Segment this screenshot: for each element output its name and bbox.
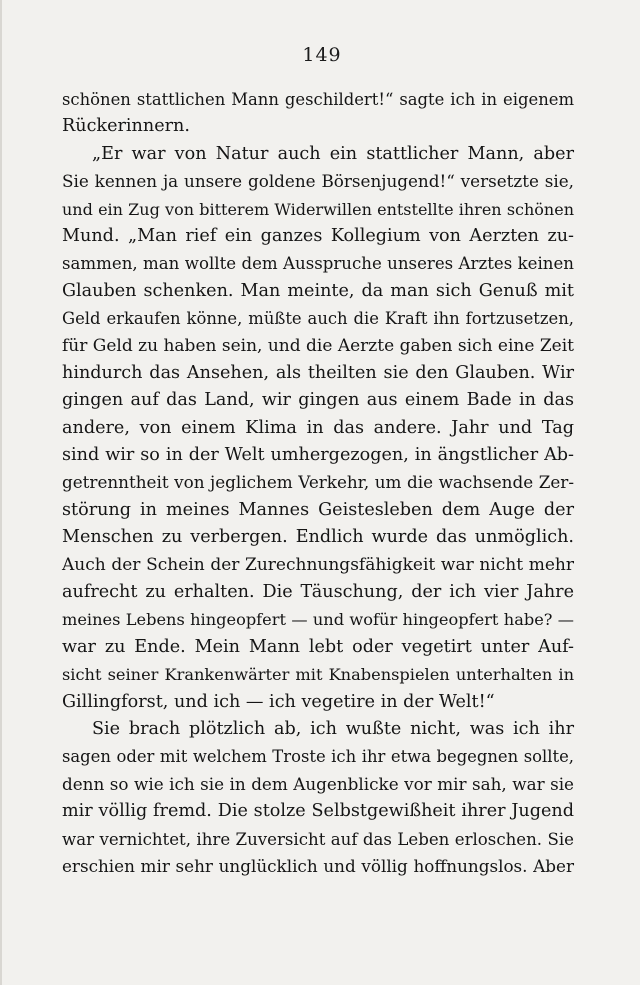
body-text (62, 86, 574, 880)
text-line: sind wir so in der Welt umhergezogen, in ängstlicher Ab- (62, 445, 574, 466)
text-line: Geld erkaufen könne, müßte auch die Kraft ihn fortzusetzen, (62, 309, 574, 329)
text-line: „Er war von Natur auch ein stattlicher Mann, aber (92, 143, 574, 164)
text-line: störung in meines Mannes Geistesleben dem Auge der (62, 499, 574, 520)
text-line: gingen auf das Land, wir gingen aus einem Bade in das (62, 390, 574, 411)
text-line: war zu Ende. Mein Mann lebt oder vegetirt unter Auf- (62, 636, 574, 657)
text-line: und ein Zug von bitterem Widerwillen entstellte ihren schönen (62, 199, 574, 219)
text-line: war vernichtet, ihre Zuversicht auf das Leben erloschen. Sie (62, 829, 574, 849)
text-line: denn so wie ich sie in dem Augenblicke vor mir sah, war sie (62, 773, 574, 794)
text-line: Gillingforst, und ich — ich vegetire in der Welt!“ (62, 691, 495, 712)
text-line: sicht seiner Krankenwärter mit Knabenspielen unterhalten in (62, 665, 574, 685)
text-line: Sie brach plötzlich ab, ich wußte nicht, was ich ihr (92, 718, 574, 739)
text-line: sammen, man wollte dem Ausspruche unseres Arztes keinen (62, 254, 574, 274)
text-line: schönen stattlichen Mann geschildert!“ sagte ich in eigenem (62, 90, 574, 109)
text-line: Glauben schenken. Man meinte, da man sich Genuß mit (62, 280, 574, 301)
text-line: andere, von einem Klima in das andere. Jahr und Tag (62, 417, 574, 438)
text-line: mir völlig fremd. Die stolze Selbstgewißheit ihrer Jugend (62, 801, 574, 822)
text-line: hindurch das Ansehen, als theilten sie den Glauben. Wir (62, 362, 574, 383)
text-line: meines Lebens hingeopfert — und wofür hingeopfert habe? — (62, 610, 574, 630)
page-number: 149 (302, 44, 342, 66)
text-line: sagen oder mit welchem Troste ich ihr etwa begegnen sollte, (62, 747, 574, 767)
text-line: Sie kennen ja unsere goldene Börsenjugend!“ versetzte sie, (62, 171, 574, 192)
text-line: Auch der Schein der Zurechnungsfähigkeit war nicht mehr (62, 554, 574, 575)
text-line: Menschen zu verbergen. Endlich wurde das unmöglich. (62, 527, 574, 548)
text-line: getrenntheit von jeglichem Verkehr, um die wachsende Zer- (62, 472, 574, 493)
text-line: aufrecht zu erhalten. Die Täuschung, der ich vier Jahre (62, 582, 574, 603)
text-line: Mund. „Man rief ein ganzes Kollegium von Aerzten zu- (62, 225, 574, 246)
text-line: Rückerinnern. (62, 116, 190, 137)
text-line: erschien mir sehr unglücklich und völlig hoffnungslos. Aber (62, 855, 574, 876)
text-line: für Geld zu haben sein, und die Aerzte gaben sich eine Zeit (62, 335, 574, 356)
